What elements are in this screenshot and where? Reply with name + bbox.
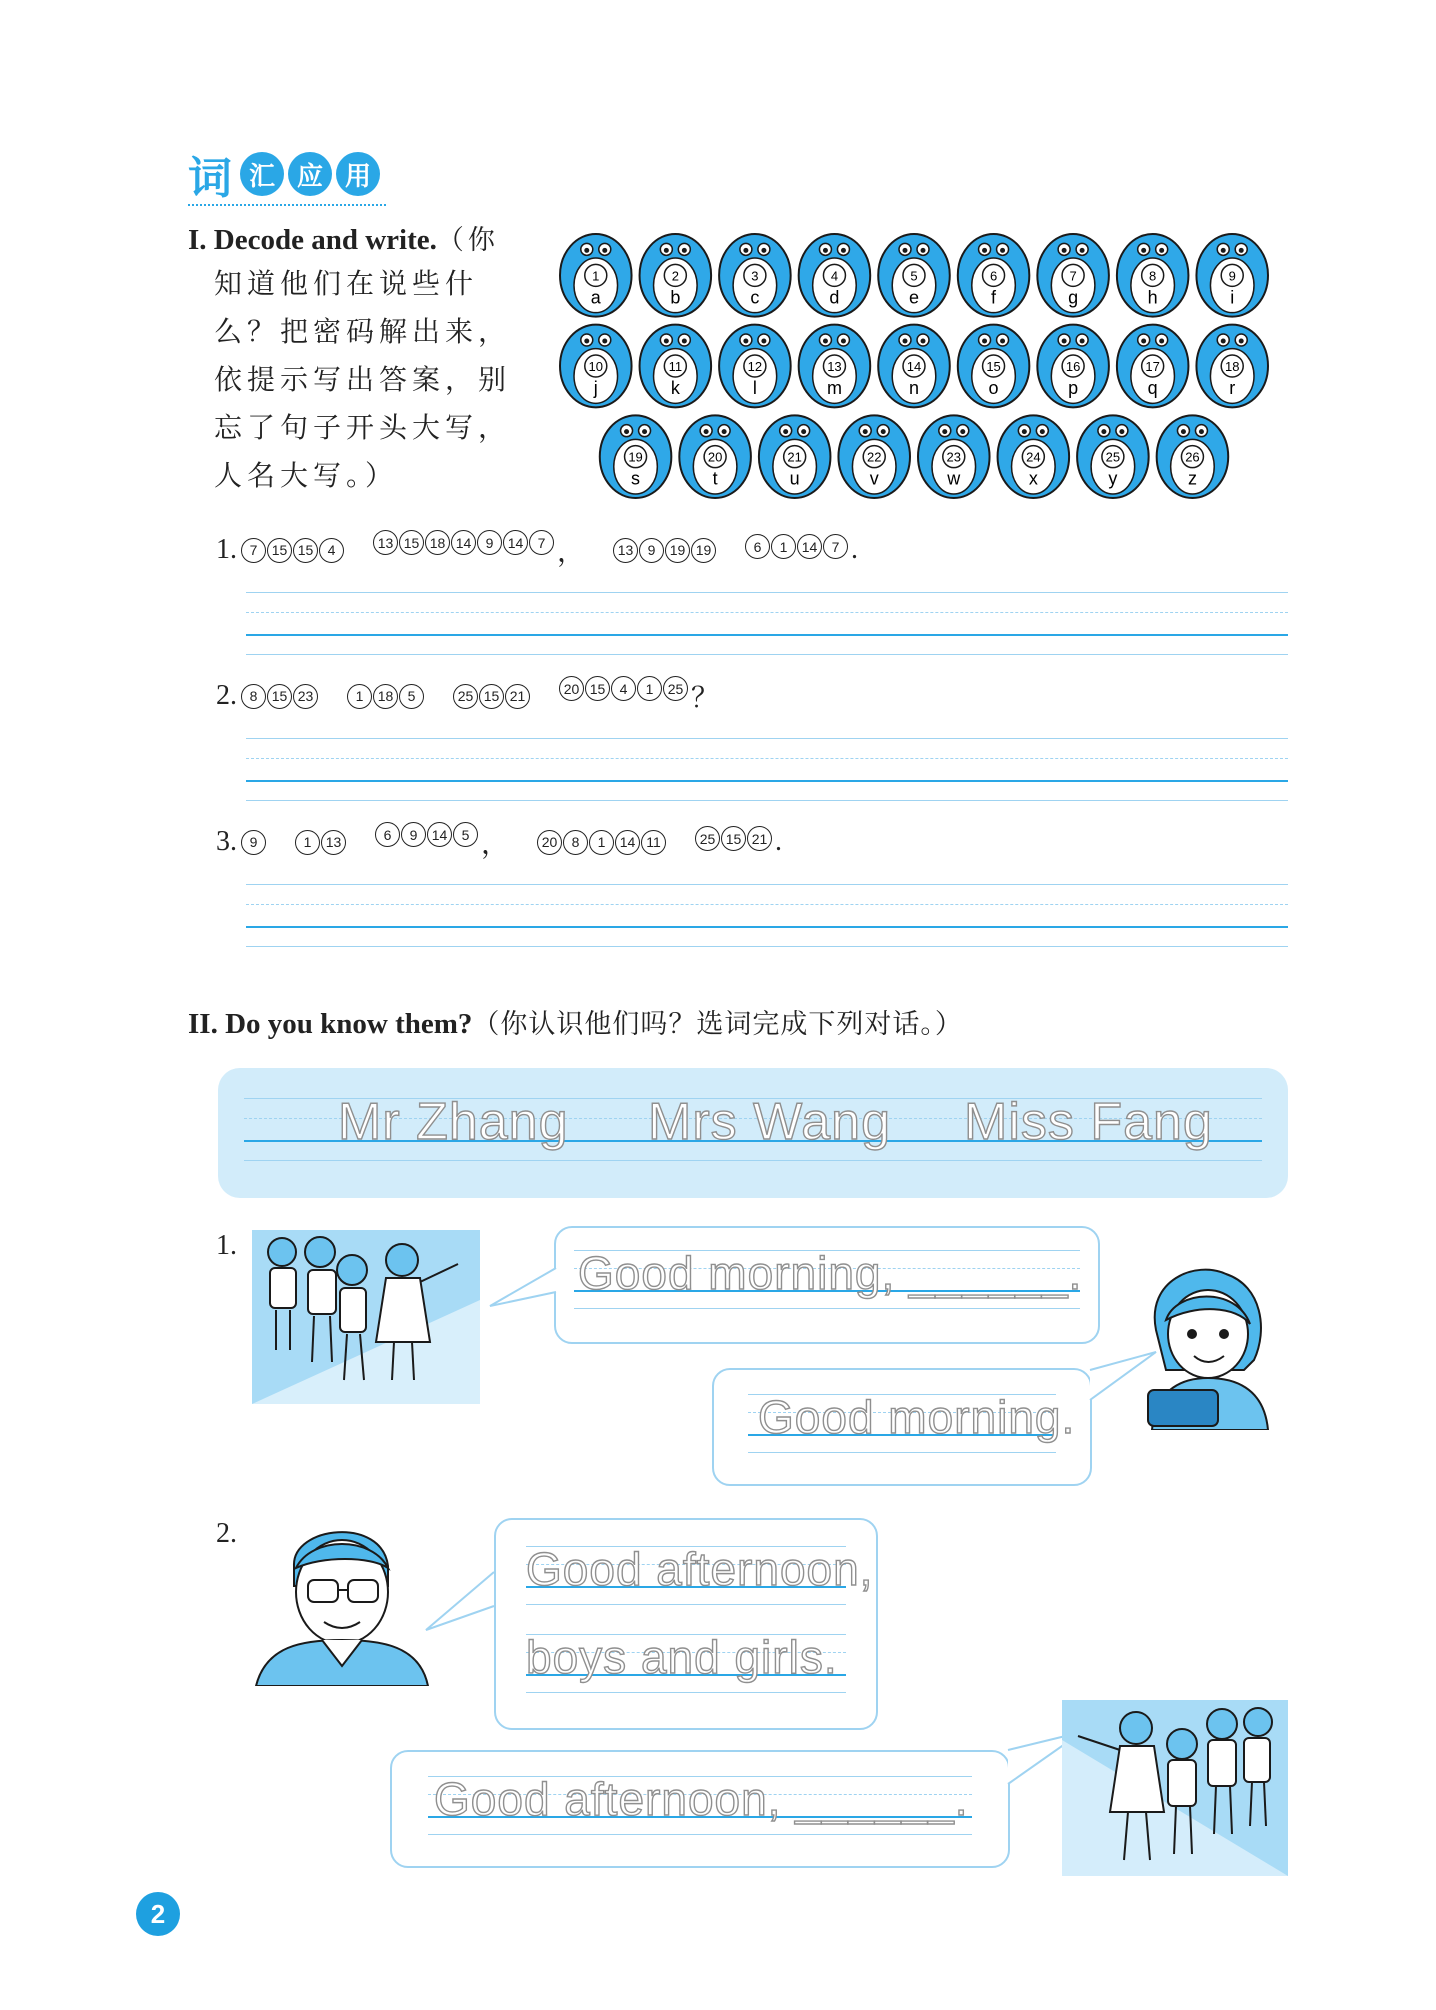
section2-title-cn: （你认识他们吗？选词完成下列对话。） [472,1009,963,1040]
circled-number: 18 [373,684,398,709]
penguin-number: 17 [1145,359,1160,374]
circled-number: 15 [721,826,746,851]
circled-number: 7 [823,534,848,559]
bubble-text-good-morning: Good morning. [758,1391,1076,1443]
circled-number: 15 [267,538,292,563]
penguin-k [640,325,712,408]
penguin-letter: k [670,378,680,398]
students-illustration [252,1230,480,1404]
circled-number: 20 [537,830,562,855]
penguin-code-grid [556,228,1272,500]
circled-number: 15 [293,538,318,563]
question-number: 3. [216,826,237,857]
penguin-letter: t [712,468,718,489]
circled-number: 13 [373,530,398,555]
penguin-number: 18 [1224,359,1240,374]
penguin-number: 9 [1228,268,1236,284]
penguin-letter: d [829,287,840,308]
penguin-letter: g [1068,287,1079,308]
code-word [295,830,347,855]
penguin-number: 8 [1149,268,1157,284]
penguin-q [1117,325,1189,408]
penguin-number: 11 [668,359,683,374]
penguin-letter: w [947,468,961,489]
penguin-letter: m [826,378,842,398]
penguin-number: 2 [671,268,679,284]
circled-number: 5 [399,684,424,709]
penguin-letter: z [1187,468,1197,489]
penguin-b [640,234,712,317]
code-word [745,534,858,566]
penguin-h [1117,234,1189,317]
circled-number: 20 [559,676,584,701]
circled-number: 15 [399,530,424,555]
word-mrs-wang: Mrs Wang [648,1093,891,1151]
penguin-letter: l [752,378,757,398]
code-word [241,538,345,563]
circled-number: 14 [427,822,452,847]
circled-number: 11 [641,830,666,855]
penguin-number: 22 [866,449,882,465]
penguin-number: 14 [906,359,922,374]
penguin-letter: q [1147,378,1158,398]
circled-number: 6 [375,822,400,847]
speech-bubble-students-2 [390,1750,1010,1868]
penguin-letter: f [991,287,997,308]
punctuation: ， [481,829,510,860]
penguin-letter: n [908,378,920,398]
penguin-w [918,415,990,498]
heading-char: 词 [188,153,232,204]
circled-number: 13 [321,830,346,855]
bubble-tail [1088,1350,1158,1410]
penguin-j [560,325,632,408]
circled-number: 1 [637,676,662,701]
penguin-number: 23 [946,449,962,465]
students-picture [252,1230,480,1404]
bubble-tail [488,1266,558,1310]
penguin-letter: s [631,468,641,489]
section2-title-text: II. Do you know them? [188,1008,473,1040]
code-word [241,684,319,709]
penguin-letter: c [750,287,760,308]
penguin-o [958,325,1030,408]
word-miss-fang: Miss Fang [964,1093,1213,1151]
penguin-n [878,325,950,408]
code-word [537,830,667,855]
circled-number: 15 [479,684,504,709]
circled-number: 4 [611,676,636,701]
section1-intro-line: 忘了句子开头大写， [214,411,512,444]
penguin-letter: r [1229,378,1236,398]
penguin-g [1037,234,1109,317]
penguin-a [560,234,632,317]
penguin-letter: p [1068,378,1079,398]
code-word [347,684,425,709]
circled-number: 13 [613,538,638,563]
dialogue-2-number: 2. [216,1518,237,1549]
penguin-y [1077,415,1149,498]
penguin-number: 20 [707,449,723,465]
circled-number: 4 [319,538,344,563]
code-word [559,676,719,716]
circled-number: 15 [585,676,610,701]
penguin-letter: j [593,378,598,398]
penguin-number: 4 [830,268,839,284]
code-word [375,822,509,862]
penguin-z [1157,415,1229,498]
circled-number: 7 [529,530,554,555]
penguin-r [1196,325,1268,408]
code-word [373,530,585,570]
dialogue-1-number: 1. [216,1230,237,1261]
penguin-number: 25 [1105,449,1121,465]
penguin-c [719,234,791,317]
circled-number: 8 [241,684,266,709]
section2-title [188,1002,963,1041]
code-word [241,830,267,855]
circled-number: 14 [797,534,822,559]
penguin-number: 26 [1185,449,1200,465]
penguin-number: 6 [989,268,998,284]
penguin-i [1196,234,1268,317]
speech-bubble-teacher-1 [712,1368,1092,1486]
penguin-t [679,415,751,498]
penguin-letter: v [869,468,879,489]
circled-number: 18 [425,530,450,555]
penguin-x [998,415,1070,498]
penguin-number: 5 [910,268,918,284]
speech-bubble-students-1 [554,1226,1100,1344]
penguin-number: 15 [986,359,1001,374]
circled-number: 9 [639,538,664,563]
penguin-letter: o [988,378,999,398]
section1-intro [214,260,534,500]
speech-bubble-teacher-2 [494,1518,878,1730]
circled-number: 9 [241,830,266,855]
penguin-letter: u [789,468,800,489]
circled-number: 14 [615,830,640,855]
circled-number: 21 [505,684,530,709]
penguin-number: 10 [588,359,604,374]
code-word [695,826,782,858]
circled-number: 19 [665,538,690,563]
bubble-text-boys-and-girls: boys and girls. [526,1631,838,1683]
penguin-letter: e [908,287,920,308]
section1-intro-line: 么？把密码解出来， [214,315,512,348]
circled-number: 1 [347,684,372,709]
circled-number: 6 [745,534,770,559]
penguin-u [759,415,831,498]
teacher-man-illustration [252,1506,432,1686]
penguin-v [838,415,910,498]
code-word [453,684,531,709]
circled-number: 25 [695,826,720,851]
section1-title-text: I. Decode and write. [188,224,437,256]
question-number: 1. [216,534,237,565]
heading-circle-2: 应 [288,152,332,196]
decode-question-3 [216,822,810,862]
penguin-f [958,234,1030,317]
penguin-number: 1 [592,268,600,284]
students-illustration-2 [1062,1700,1288,1876]
question-number: 2. [216,680,237,711]
penguin-l [719,325,791,408]
section1-intro-line-0: （你 [436,225,499,256]
punctuation: ？ [691,683,720,714]
name-word-bank [218,1068,1288,1198]
answer-writing-lines[interactable] [246,738,1288,810]
circled-number: 19 [691,538,716,563]
heading-circle-1: 汇 [240,152,284,196]
penguin-number: 21 [787,449,802,465]
penguin-d [799,234,871,317]
circled-number: 25 [663,676,688,701]
penguin-letter: h [1147,287,1158,308]
section1-intro-line: 依提示写出答案，别 [214,363,512,396]
circled-number: 1 [295,830,320,855]
circled-number: 14 [451,530,476,555]
circled-number: 23 [293,684,318,709]
punctuation: . [851,534,859,565]
bubble-tail [424,1570,496,1634]
section-heading [188,142,380,206]
circled-number: 5 [453,822,478,847]
answer-writing-lines[interactable] [246,592,1288,664]
students-picture-2 [1062,1700,1288,1876]
penguin-letter: a [590,287,601,308]
punctuation: . [775,826,783,857]
circled-number: 15 [267,684,292,709]
penguin-number: 16 [1065,359,1081,374]
word-mr-zhang: Mr Zhang [338,1093,569,1151]
decode-question-1 [216,530,886,570]
bubble-text-good-afternoon: Good afternoon, [526,1543,874,1595]
teacher-man-picture [252,1506,432,1686]
decode-question-2 [216,676,747,716]
circled-number: 21 [747,826,772,851]
penguin-letter: b [670,287,681,308]
penguin-number: 3 [751,268,759,284]
circled-number: 1 [771,534,796,559]
penguin-number: 19 [628,449,643,465]
page-number: 2 [136,1892,180,1936]
code-word [613,538,717,563]
penguin-letter: i [1230,287,1235,308]
circled-number: 25 [453,684,478,709]
circled-number: 8 [563,830,588,855]
penguin-number: 24 [1026,449,1041,465]
penguin-letter: x [1028,468,1038,489]
penguin-number: 12 [747,359,763,374]
section1-intro-line: 人名大写。） [214,459,399,492]
circled-number: 9 [477,530,502,555]
heading-underline [188,204,386,206]
bubble-text-good-morning-blank: Good morning, ______. [578,1247,1083,1299]
penguin-p [1037,325,1109,408]
circled-number: 9 [401,822,426,847]
penguin-m [799,325,871,408]
circled-number: 1 [589,830,614,855]
penguin-number: 13 [827,359,842,374]
section1-intro-line: 知道他们在说些什 [214,267,479,300]
section1-title [188,218,499,257]
penguin-number: 7 [1069,268,1077,284]
penguin-s [600,415,672,498]
circled-number: 14 [503,530,528,555]
punctuation: ， [557,537,586,568]
answer-writing-lines[interactable] [246,884,1288,956]
heading-circle-3: 用 [336,152,380,196]
penguin-e [878,234,950,317]
bubble-text-good-afternoon-blank: Good afternoon, ______. [434,1773,969,1825]
penguin-letter: y [1108,468,1118,489]
circled-number: 7 [241,538,266,563]
